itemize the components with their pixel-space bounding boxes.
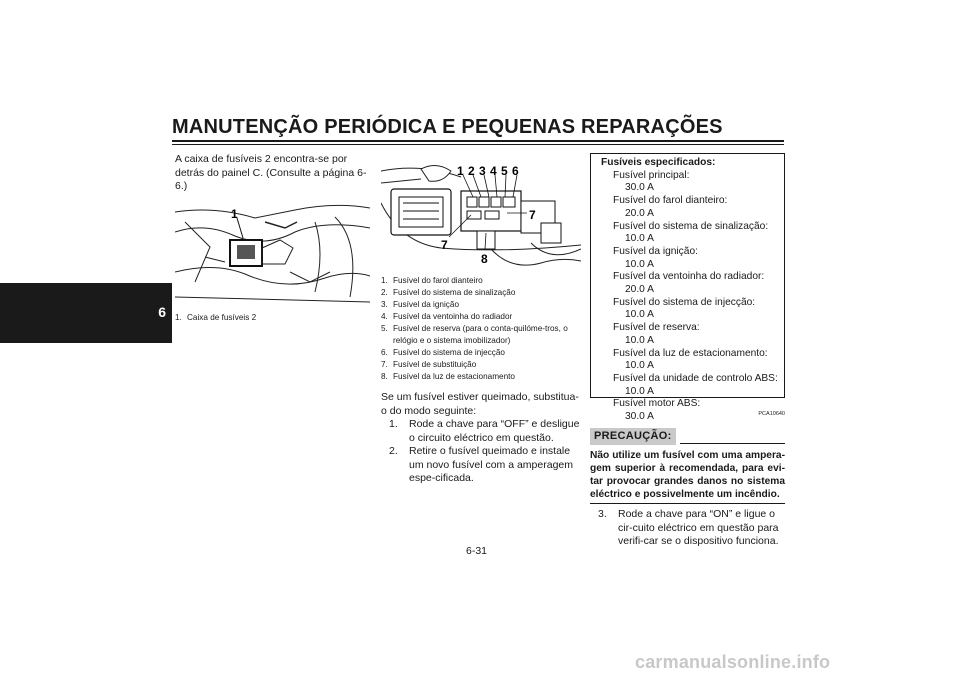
caption-number: 1. (381, 276, 388, 285)
spec-label: Fusível de reserva: (613, 322, 700, 334)
spec-label: Fusível motor ABS: (613, 398, 701, 410)
caption-item (381, 299, 581, 311)
caption-item (381, 347, 581, 359)
step-text: Retire o fusível queimado e instale um novo fusível com a amperagem espe-cificada. (409, 445, 573, 484)
caption-number: 7. (381, 360, 388, 369)
step-number: 1. (389, 418, 398, 430)
watermark: carmanualsonline.info (635, 652, 831, 672)
caption-number: 4. (381, 312, 388, 321)
caption-text: Fusível de substituição (393, 360, 477, 369)
caption-item (381, 323, 581, 347)
step-number: 3. (598, 508, 607, 520)
reference-code: PCA10640 (758, 411, 785, 417)
spec-label: Fusível da ignição: (613, 245, 698, 257)
caption-number: 3. (381, 300, 388, 309)
spec-label: Fusível do sistema de injecção: (613, 296, 756, 308)
page-title: MANUTENÇÃO PERIÓDICA E PEQUENAS REPARAÇÕES (172, 116, 723, 138)
caution-end-rule (590, 503, 785, 504)
spec-value: 20.0 A (625, 207, 654, 219)
step-text: Rode a chave para “ON” e ligue o cir-cuito eléctrico em questão para verifi-car se o dispositivo funciona. (618, 508, 779, 547)
spec-label: Fusível da luz de estacionamento: (613, 347, 768, 359)
column-left (175, 153, 375, 324)
caption-number: 1. (175, 312, 182, 322)
page-number: 6-31 (466, 545, 488, 557)
spec-value: 10.0 A (625, 360, 654, 372)
spec-value: 20.0 A (625, 284, 654, 296)
header-rule-thin (172, 144, 784, 145)
header-rule (172, 140, 784, 142)
step-number: 2. (389, 445, 398, 457)
figure-captions (381, 275, 581, 383)
figure-caption (175, 312, 375, 324)
spec-title: Fusíveis especificados: (601, 157, 716, 168)
fuse-panel-illustration (381, 153, 581, 271)
caption-number: 2. (381, 288, 388, 297)
figure-callout-1: 1 (231, 206, 238, 221)
caption-item (381, 275, 581, 287)
callout-8: 8 (481, 252, 488, 266)
section-tab (0, 283, 172, 343)
callout-1: 1 (457, 164, 464, 178)
callout-7-right: 7 (529, 208, 536, 222)
spec-value: 10.0 A (625, 233, 654, 245)
callout-3: 3 (479, 164, 486, 178)
spec-label: Fusível da unidade de controlo ABS: (613, 372, 778, 384)
step-text: Rode a chave para “OFF” e desligue o circuito eléctrico em questão. (409, 418, 580, 444)
spec-value: 30.0 A (625, 182, 654, 194)
column-right (590, 153, 785, 549)
caution-rule (680, 443, 785, 444)
caption-text: Fusível do farol dianteiro (393, 276, 483, 285)
caption-text: Fusível da luz de estacionamento (393, 372, 515, 381)
spec-label: Fusível principal: (613, 169, 690, 181)
caution-badge: PRECAUÇÃO: (590, 428, 676, 446)
callout-2: 2 (468, 164, 475, 178)
caption-text: Caixa de fusíveis 2 (187, 312, 257, 322)
intro-paragraph: A caixa de fusíveis 2 encontra-se por detrás do painel C. (Consulte a página 6-6.) (175, 153, 367, 192)
caption-text: Fusível do sistema de sinalização (393, 288, 516, 297)
caption-item (381, 311, 581, 323)
spec-value: 10.0 A (625, 334, 654, 346)
step-2 (381, 445, 581, 486)
spec-label: Fusível do farol dianteiro: (613, 195, 728, 207)
caption-number: 6. (381, 348, 388, 357)
spec-label: Fusível do sistema de sinalização: (613, 220, 769, 232)
caption-text: Fusível do sistema de injecção (393, 348, 505, 357)
spec-value: 30.0 A (625, 411, 654, 423)
spec-value: 10.0 A (625, 385, 654, 397)
fuse-box-location-illustration (175, 202, 370, 312)
column-middle (381, 153, 581, 486)
caption-text: Fusível da ventoinha do radiador (393, 312, 513, 321)
callout-7-left: 7 (441, 238, 448, 252)
section-tab-number: 6 (158, 304, 166, 320)
caption-item (381, 371, 581, 383)
caption-number: 8. (381, 372, 388, 381)
caution-text: Não utilize um fusível com uma ampera-gem superior à recomendada, para evi-tar provocar grandes danos no sistema eléctrico e possivelmente um incêndio. (590, 450, 785, 500)
step-3 (590, 508, 785, 549)
callout-4: 4 (490, 164, 497, 178)
caption-text: Fusível de reserva (para o conta-quilóme-tros, o relógio e o sistema imobilizador) (393, 324, 568, 345)
spec-value: 10.0 A (625, 309, 654, 321)
body-paragraph: Se um fusível estiver queimado, substitua-o do modo seguinte: (381, 391, 579, 417)
step-1 (381, 418, 581, 445)
callout-5: 5 (501, 164, 508, 178)
spec-label: Fusível da ventoinha do radiador: (613, 271, 765, 283)
spec-value: 10.0 A (625, 258, 654, 270)
caption-number: 5. (381, 324, 388, 333)
caution-header (590, 428, 785, 446)
caption-text: Fusível da ignição (393, 300, 459, 309)
caption-item (381, 359, 581, 371)
caption-item (381, 287, 581, 299)
callout-6: 6 (512, 164, 519, 178)
